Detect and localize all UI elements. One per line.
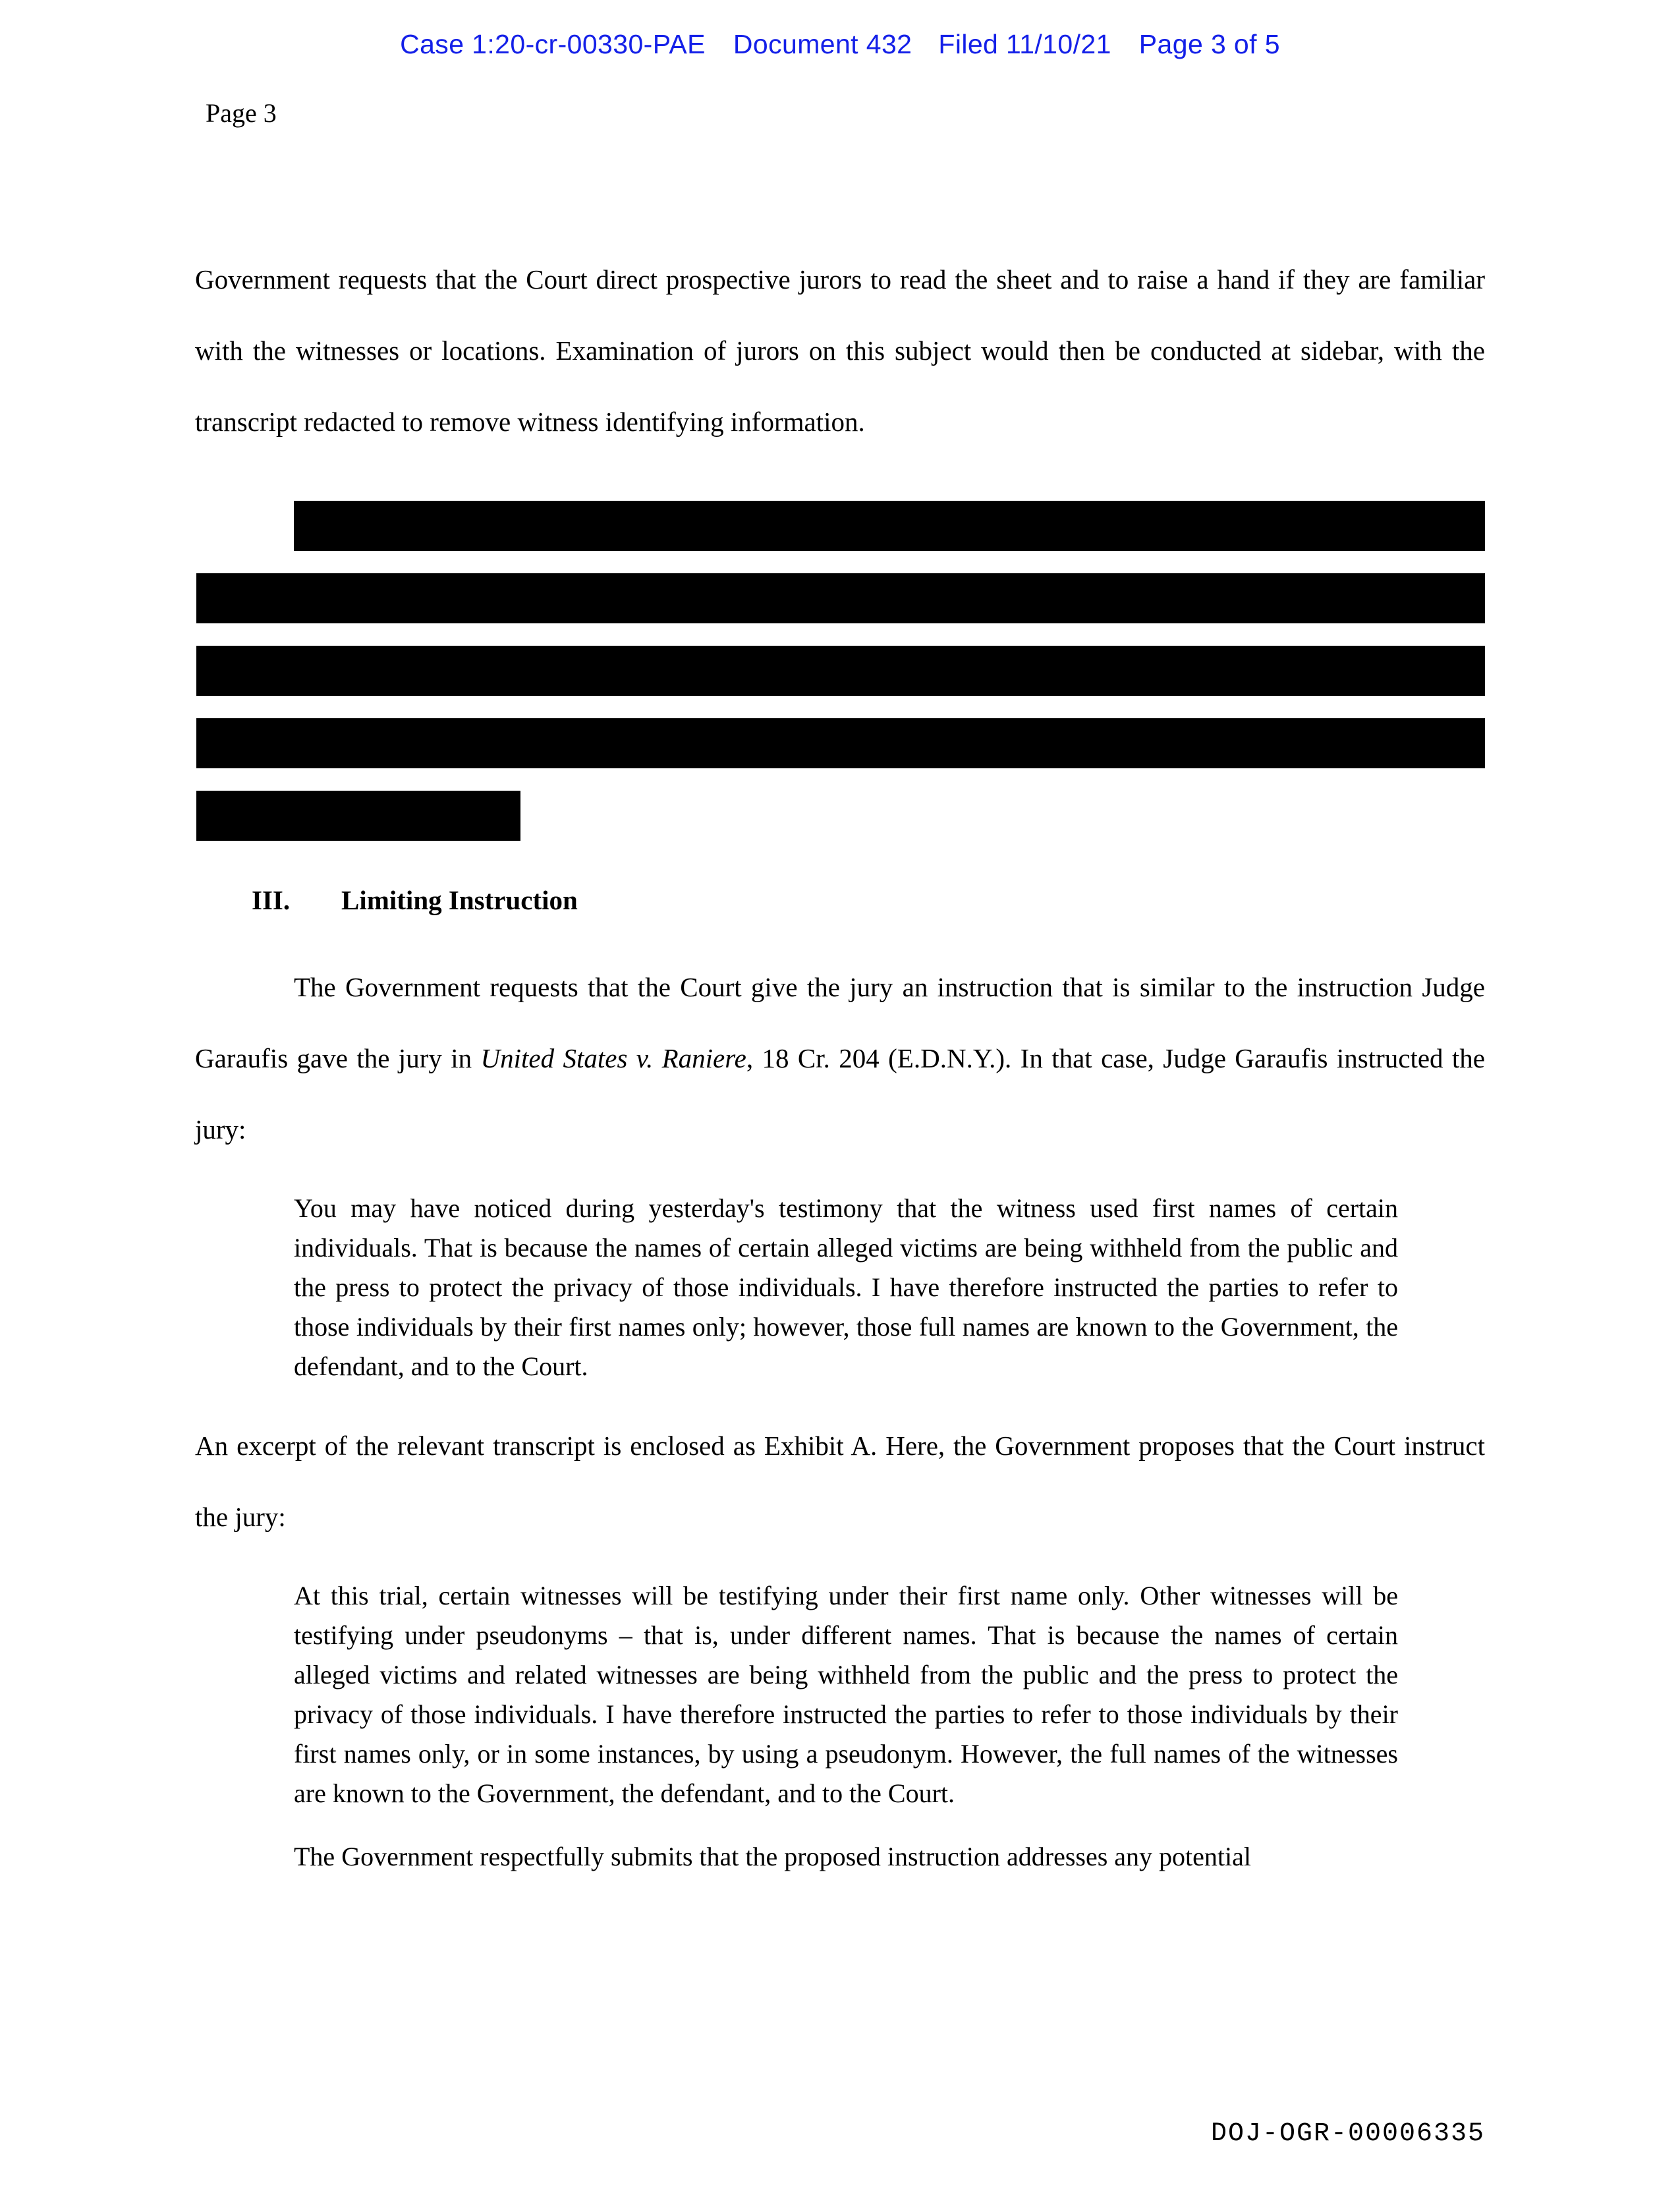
- redaction-bar-5: [196, 791, 520, 841]
- paragraph-government-submits: The Government respectfully submits that the proposed instruction addresses any potential: [294, 1842, 1251, 1871]
- section-number: III.: [252, 885, 291, 915]
- header-page-of: Page 3 of 5: [1138, 29, 1280, 59]
- paragraph-exhibit-a: An excerpt of the relevant transcript is enclosed as Exhibit A. Here, the Government proposes that the Court instruct the jury:: [195, 1431, 1485, 1532]
- blockquote-proposed-text: At this trial, certain witnesses will be testifying under their first name only. Other witnesses will be testifying under pseudonyms – that is, under different names. That is because the names of certain alleged victims and related witnesses are being withheld from the public and the press to protect the privacy of those individuals. I have therefore instructed the parties to refer to those individuals by their first names only, or in some instances, by using a pseudonym. However, the full names of the witnesses are known to the Government, the defendant, and to the Court.: [294, 1581, 1398, 1808]
- redaction-bar-1: [294, 501, 1485, 551]
- blockquote-garaufis-text: You may have noticed during yesterday's testimony that the witness used first names of certain individuals. That is because the names of certain alleged victims are being withheld from the public and the press to protect the privacy of those individuals. I have therefore instructed the parties to refer to those individuals by their first names only; however, those full names are known to the Government, the defendant, and to the Court.: [294, 1193, 1398, 1381]
- section-title: Limiting Instruction: [341, 885, 578, 915]
- para-intro-part-b: , 18 Cr. 204 (E.D.N.Y.). In that case, Judge Garaufis instructed the jury:: [195, 1043, 1486, 1145]
- header-case-number: Case 1:20-cr-00330-PAE: [400, 29, 706, 59]
- header-document-number: Document 432: [733, 29, 912, 59]
- header-filed-date: Filed 11/10/21: [938, 29, 1111, 59]
- redaction-bar-2: [196, 573, 1485, 623]
- paragraph-limiting-instruction-intro: [195, 951, 1485, 1165]
- case-citation-raniere: United States v. Raniere: [480, 1043, 746, 1073]
- redaction-bar-3: [196, 646, 1485, 696]
- para-intro-part-a: The Government requests that the Court give the jury an instruction that is similar to the instruction Judge Garaufis gave the jury in: [195, 972, 1485, 1073]
- bates-number: DOJ-OGR-00006335: [1210, 2119, 1485, 2149]
- blockquote-proposed-instruction: [294, 1576, 1398, 1877]
- section-heading: [195, 880, 1485, 920]
- page-label: Page 3: [206, 98, 277, 128]
- ecf-header-stamp: [0, 29, 1680, 60]
- document-body: [195, 244, 1485, 1877]
- redaction-bar-4: [196, 718, 1485, 768]
- blockquote-garaufis-instruction: [294, 1189, 1398, 1386]
- paragraph-jury-questionnaire: Government requests that the Court direct prospective jurors to read the sheet and to raise a hand if they are familiar with the witnesses or locations. Examination of jurors on this subject would then be conducted at sidebar, with the transcript redacted to remove witness identifying information.: [195, 264, 1485, 437]
- redacted-paragraph-group: [195, 501, 1485, 841]
